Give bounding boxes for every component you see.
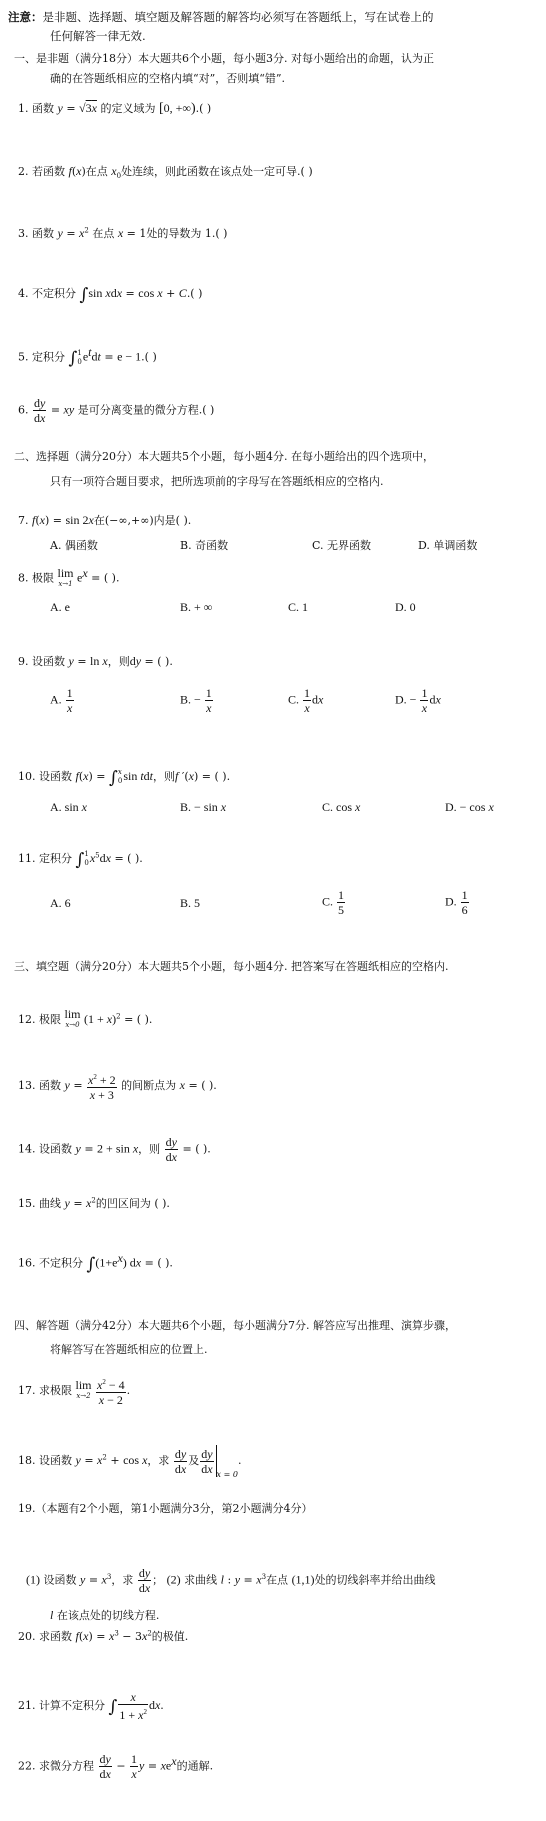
q8-option-a: A. e <box>50 600 70 614</box>
section-4-header-2: 将解答写在答题纸相应的位置上. <box>50 1343 208 1356</box>
question-4: 4. 不定积分 ∫sin xdx = cos x + C.( ) <box>18 285 203 305</box>
question-9: 9. 设函数 y = ln x，则dy = ( ). <box>18 654 173 668</box>
question-5: 5. 定积分 ∫ 1 0 $e^tdt = e - 1$.( ) <box>18 345 157 369</box>
notice-line-2: 任何解答一律无效. <box>50 29 146 43</box>
question-3: 3. 函数 $y = x^2$ 在点 x = 1处的导数为 1.( ) <box>18 226 228 240</box>
notice-text-1: 是非题、选择题、填空题及解答题的解答均必须写在答题纸上，写在试卷上的 <box>42 10 434 24</box>
question-22: 22. 求微分方程 $\frac{dy}{dx}$ − $\frac{1}{x}$ $y = xe^x$的通解. <box>18 1752 214 1781</box>
section-1-header: 一、是非题（满分18分）本大题共6个小题，每小题3分. 对每小题给出的命题，认为正 <box>14 52 434 65</box>
q8-option-b: B. + ∞ <box>180 600 213 614</box>
section-2-header: 二、选择题（满分20分）本大题共5个小题，每小题4分. 在每小题给出的四个选项中， <box>14 450 434 463</box>
section-3-header: 三、填空题（满分20分）本大题共5个小题，每小题4分. 把答案写在答题纸相应的空格内. <box>14 960 449 973</box>
notice-label: 注意： <box>8 10 43 24</box>
question-19: 19.（本题有2个小题，第1小题满分3分，第2小题满分4分） <box>18 1502 313 1515</box>
question-16: 16. 不定积分 $\int(1+e^x)$ dx = ( ). <box>18 1251 173 1275</box>
q8-option-d: D. 0 <box>395 600 416 614</box>
question-11: 11. 定积分 ∫ 1 0 $x^5dx$ = ( ). <box>18 850 143 870</box>
section-2-header-2: 只有一项符合题目要求，把所选项前的字母写在答题纸相应的空格内. <box>50 475 384 488</box>
section-1-header-2: 确的在答题纸相应的空格内填“对”，否则填“错”. <box>50 72 285 85</box>
q7-option-a: A. 偶函数 <box>50 539 98 552</box>
question-8: 8. 极限 lim x→1 $e^x$ = ( ). <box>18 565 120 588</box>
question-14: 14. 设函数 y = 2 + sin x，则 $\frac{dy}{dx}$ = ( ). <box>18 1135 211 1164</box>
question-13: 13. 函数 y = $\frac{x^2 + 2}{x + 3}$ 的间断点为 x = ( ). <box>18 1070 217 1102</box>
question-10: 10. 设函数 f(x) = ∫ x 0 sin tdt，则f ′(x) = ( ). <box>18 768 231 788</box>
notice <box>8 9 434 25</box>
question-20: 20. 求函数 $f(x) = x^3 - 3x^2$的极值. <box>18 1629 189 1643</box>
q7-option-d: D. 单调函数 <box>418 539 478 552</box>
question-19-line-2: l 在该点处的切线方程. <box>50 1608 160 1622</box>
question-12: 12. 极限 lim x→0 $(1 + x)^2$ = ( ). <box>18 1007 153 1029</box>
q7-option-c: C. 无界函数 <box>312 539 372 552</box>
section-4-header: 四、解答题（满分42分）本大题共6个小题，每小题满分7分. 解答应写出推理、演算步骤， <box>14 1319 456 1332</box>
question-15: 15. 曲线 $y = x^2$的凹区间为 ( ). <box>18 1196 170 1210</box>
question-1: 1. 函数 y = √3x 的定义域为 [0, +∞).( ) <box>18 101 212 116</box>
q7-option-b: B. 奇函数 <box>180 539 229 552</box>
question-2: 2. 若函数 f(x)在点 $x_0$处连续，则此函数在该点处一定可导.( ) <box>18 164 313 181</box>
question-18: 18. 设函数 $y = x^2 + \cos x$，求 $\frac{dy}{dx}$ 及 $\frac{dy}{dx}$ $_{x = 0}$. <box>18 1446 242 1479</box>
question-17: 17. 求极限 lim x→2 $\frac{x^2 - 4}{x - 2}$ . <box>18 1375 130 1407</box>
question-19-parts: (1) 设函数 $y = x^3$，求 $\frac{dy}{dx}$ ； (2) 求曲线 l : $y = x^3$在点 (1,1)处的切线斜率并给出曲线 <box>26 1566 436 1595</box>
question-21: 21. 计算不定积分 ∫ $\frac{x}{1 + x^2}$ dx. <box>18 1690 164 1722</box>
question-6: 6. $\frac{dy}{dx}$ = xy 是可分离变量的微分方程.( ) <box>18 396 215 425</box>
question-7: 7. f(x) = sin 2x在(−∞,+∞)内是( ). <box>18 513 192 527</box>
q8-option-c: C. 1 <box>288 600 309 614</box>
